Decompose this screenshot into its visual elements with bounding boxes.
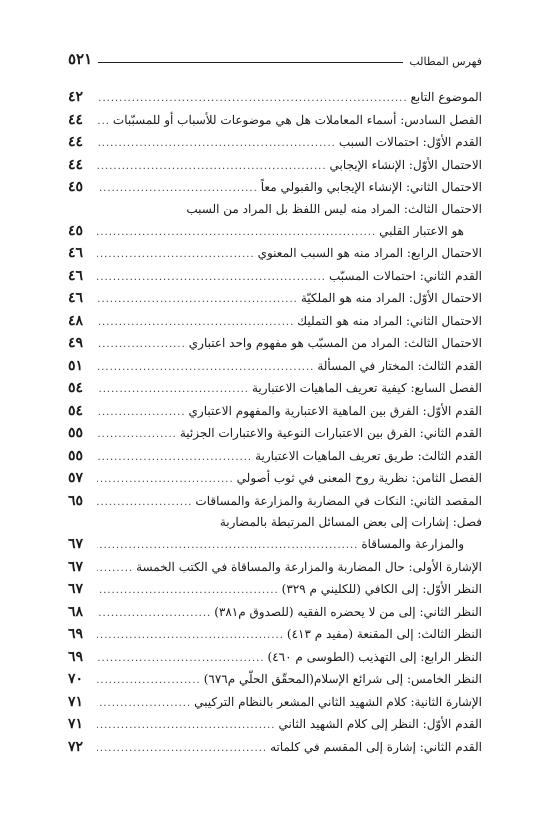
leader-dots <box>97 312 294 335</box>
toc-entry-page: ٤٦ <box>68 245 84 261</box>
leader-dots <box>97 648 265 671</box>
toc-entry-page: ٤٤ <box>68 111 84 128</box>
leader-dots <box>97 580 279 603</box>
toc-entry-title: النظر الثالث: إلى المقنعة (مفيد م ٤١٣) <box>286 627 482 641</box>
leader-dots <box>97 424 177 447</box>
toc-entry <box>68 86 482 109</box>
running-title: فهرس المطالب <box>409 55 482 68</box>
toc-entry-title: الاحتمال الأوّل: الإنشاء الإيجابي <box>329 157 482 172</box>
toc-entry <box>68 623 482 646</box>
toc-entry-page: ٦٩ <box>68 648 84 665</box>
leader-dots <box>97 738 267 761</box>
toc-entry-page: ٤٦ <box>68 290 84 306</box>
toc-entry-title: الإشارة الثانية: كلام الشهيد الثاني المشعر بالنظام التركيبي <box>194 694 482 709</box>
toc-entry-page: ٦٥ <box>68 492 84 509</box>
toc-entry-title: القدم الثاني: إشارة إلى المقسم في كلماته <box>270 739 482 754</box>
toc-entry-title: الاحتمال الثالث: المراد منه ليس اللفظ بل المراد من السبب <box>186 201 482 216</box>
toc-entry-page: ٦٨ <box>68 603 84 620</box>
toc-entry <box>68 265 482 288</box>
toc-entry-title: الاحتمال الثاني: الإنشاء الإيجابي والقبولي معاً <box>260 180 482 194</box>
leader-dots <box>97 492 192 515</box>
leader-dots <box>97 178 258 201</box>
page-header <box>68 44 482 68</box>
table-of-contents <box>68 86 482 758</box>
leader-dots <box>97 156 327 179</box>
leader-dots <box>97 603 211 626</box>
toc-entry-title: الموضوع التابع <box>410 90 482 104</box>
toc-entry-title: الإشارة الأولى: حال المضاربة والمزارعة والمساقاة في الكتب الخمسة <box>136 559 482 574</box>
toc-entry <box>68 512 482 533</box>
toc-entry <box>68 199 482 220</box>
toc-entry-page: ٤٩ <box>68 335 84 351</box>
toc-entry-title: فصل: إشارات إلى بعض المسائل المرتبطة بالمضاربة <box>219 515 482 529</box>
toc-entry-page: ٦٧ <box>68 558 84 575</box>
toc-entry <box>68 332 482 355</box>
toc-entry-title: المقصد الثاني: النكات في المضاربة والمزارعة والمساقات <box>195 493 482 508</box>
page-number: ٥٢١ <box>68 50 93 68</box>
toc-entry-page: ٥١ <box>68 357 84 374</box>
leader-dots <box>97 447 252 470</box>
toc-entry-title: الفصل الثامن: نظرية روح المعنى في ثوب أصولي <box>236 471 482 485</box>
toc-entry <box>68 355 482 378</box>
toc-entry-title: القدم الثالث: طريق تعريف الماهيات الاعتبارية <box>255 448 482 463</box>
toc-entry-title: الفصل السابع: كيفية تعريف الماهيات الاعتبارية <box>251 381 482 395</box>
leader-dots <box>97 670 201 693</box>
toc-entry-title: الفصل السادس: أسماء المعاملات هل هي موضوعات للأسباب أو للمسبّبات <box>112 112 482 127</box>
toc-entry <box>68 400 482 423</box>
toc-entry-title: الاحتمال الثالث: المراد من المسبّب هو مفهوم واحد اعتباري <box>188 336 482 350</box>
leader-dots <box>97 289 298 312</box>
leader-dots <box>97 357 314 380</box>
toc-entry-page: ٥٥ <box>68 425 84 441</box>
toc-entry-title: النظر الثاني: إلى من لا يحضره الفقيه (للصدوق م٣٨١) <box>214 604 482 619</box>
toc-entry-title: القدم الثاني: الفرق بين الاعتبارات النوعية والاعتبارات الجزئية <box>179 426 482 440</box>
leader-dots <box>97 535 358 558</box>
toc-entry-page: ٧٠ <box>68 671 84 687</box>
toc-entry <box>68 176 482 199</box>
toc-entry <box>68 736 482 759</box>
toc-entry-page: ٦٧ <box>68 536 84 552</box>
toc-entry <box>68 377 482 400</box>
toc-entry-title: القدم الأوّل: النظر إلى كلام الشهيد الثاني <box>278 717 482 731</box>
toc-entry <box>68 556 482 579</box>
toc-entry <box>68 287 482 310</box>
toc-entry <box>68 490 482 513</box>
leader-dots <box>97 469 234 492</box>
toc-entry-page: ٥٥ <box>68 447 84 464</box>
toc-entry <box>68 242 482 265</box>
toc-entry <box>68 109 482 132</box>
leader-dots <box>97 133 336 156</box>
toc-entry-page: ٤٥ <box>68 179 84 195</box>
toc-entry-page: ٤٤ <box>68 156 84 173</box>
toc-entry-page: ٤٢ <box>68 89 84 105</box>
toc-entry <box>68 668 482 691</box>
toc-entry-title: هو الاعتبار القلبي <box>379 223 464 238</box>
toc-entry <box>68 646 482 669</box>
toc-entry <box>68 578 482 601</box>
leader-dots <box>97 379 249 402</box>
toc-entry-page: ٧١ <box>68 716 84 732</box>
leader-dots <box>97 402 186 425</box>
toc-entry-page: ٦٩ <box>68 626 84 642</box>
leader-dots <box>97 334 186 357</box>
toc-entry-page: ٧٢ <box>68 738 84 755</box>
leader-dots <box>97 558 133 581</box>
toc-entry <box>68 691 482 714</box>
leader-dots <box>97 244 255 267</box>
toc-entry-title: والمزارعة والمساقاة <box>361 537 464 551</box>
toc-entry-title: القدم الثاني: احتمالات المسبّب <box>328 268 482 283</box>
header-rule <box>98 62 403 63</box>
leader-dots <box>97 88 408 111</box>
toc-entry-page: ٧١ <box>68 693 84 710</box>
toc-entry-title: الاحتمال الرابع: المراد منه هو السبب المعنوي <box>257 246 482 260</box>
toc-entry <box>68 601 482 624</box>
leader-dots <box>97 111 110 134</box>
toc-entry-title: القدم الثالث: المختار في المسألة <box>317 358 482 373</box>
leader-dots <box>97 693 191 716</box>
toc-entry <box>68 467 482 490</box>
toc-entry-page: ٥٤ <box>68 380 84 396</box>
toc-entry-title: النظر الخامس: إلى شرائع الإسلام(المحقّق الحلّي م٦٧٦) <box>203 672 482 686</box>
toc-entry <box>68 310 482 333</box>
toc-entry <box>68 422 482 445</box>
toc-entry-title: القدم الأوّل: احتمالات السبب <box>338 135 482 149</box>
leader-dots <box>97 715 275 738</box>
leader-dots <box>97 625 284 648</box>
toc-entry <box>68 131 482 154</box>
toc-entry-title: الاحتمال الثاني: المراد منه هو التمليك <box>297 313 482 328</box>
toc-entry-page: ٥٧ <box>68 470 84 486</box>
toc-entry <box>68 220 482 243</box>
leader-dots <box>97 222 376 245</box>
toc-entry-title: الاحتمال الأوّل: المراد منه هو الملكيّة <box>300 291 482 305</box>
toc-entry-title: النظر الأوّل: إلى الكافي (للكليني م ٣٢٩) <box>281 582 482 596</box>
toc-entry-page: ٤٥ <box>68 222 84 239</box>
toc-entry <box>68 445 482 468</box>
toc-entry-title: النظر الرابع: إلى التهذيب (الطوسى م ٤٦٠) <box>267 649 482 664</box>
toc-entry <box>68 533 482 556</box>
toc-entry-title: القدم الأوّل: الفرق بين الماهية الاعتبارية والمفهوم الاعتباري <box>188 403 482 418</box>
toc-entry-page: ٥٤ <box>68 402 84 419</box>
toc-entry <box>68 713 482 736</box>
toc-entry-page: ٦٧ <box>68 581 84 597</box>
toc-entry-page: ٤٦ <box>68 267 84 284</box>
toc-entry-page: ٤٨ <box>68 312 84 329</box>
leader-dots <box>97 267 326 290</box>
toc-entry <box>68 154 482 177</box>
toc-entry-page: ٤٤ <box>68 134 84 150</box>
